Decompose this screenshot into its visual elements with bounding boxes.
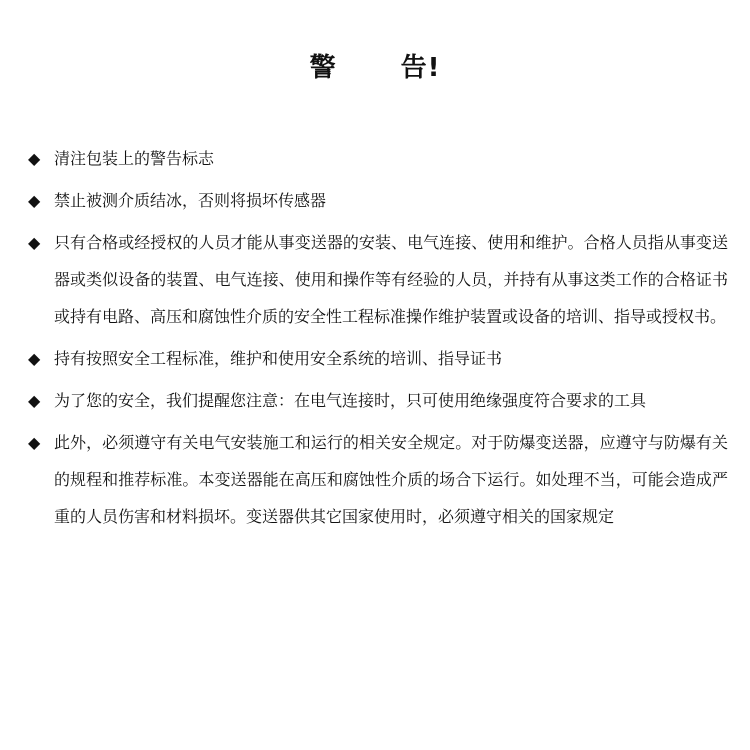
- warning-item-6: [28, 424, 728, 535]
- diamond-bullet-icon: [28, 340, 48, 377]
- warning-item-2: [28, 182, 728, 219]
- warning-text-5: 为了您的安全，我们提醒您注意：在电气连接时，只可使用绝缘强度符合要求的工具: [54, 391, 647, 410]
- warning-item-3: [28, 224, 728, 335]
- warning-text-3: 只有合格或经授权的人员才能从事变送器的安装、电气连接、使用和维护。合格人员指从事变送器或类似设备的装置、电气连接、使用和操作等有经验的人员，并持有从事这类工作的合格证书或持有电路、高压和腐蚀性介质的安全性工程标准操作维护装置或设备的培训、指导或授权书。: [54, 233, 728, 326]
- warning-text-1: 清注包装上的警告标志: [54, 149, 215, 168]
- warning-item-4: [28, 340, 728, 377]
- page-title: [0, 50, 750, 86]
- diamond-bullet-icon: [28, 140, 48, 177]
- diamond-bullet-icon: [28, 182, 48, 219]
- warning-text-2: 禁止被测介质结冰，否则将损坏传感器: [54, 191, 327, 210]
- warning-text-6: 此外，必须遵守有关电气安装施工和运行的相关安全规定。对于防爆变送器，应遵守与防爆有关的规程和推荐标准。本变送器能在高压和腐蚀性介质的场合下运行。如处理不当，可能会造成严重的人员伤害和材料损坏。变送器供其它国家使用时，必须遵守相关的国家规定: [54, 433, 728, 526]
- warning-list: [28, 140, 728, 540]
- warning-item-1: [28, 140, 728, 177]
- warning-text-4: 持有按照安全工程标准，维护和使用安全系统的培训、指导证书: [54, 349, 503, 368]
- title-char-2: 告!: [400, 53, 441, 83]
- diamond-bullet-icon: [28, 424, 48, 461]
- diamond-bullet-icon: [28, 224, 48, 261]
- diamond-bullet-icon: [28, 382, 48, 419]
- warning-item-5: [28, 382, 728, 419]
- title-char-1: 警: [309, 53, 337, 83]
